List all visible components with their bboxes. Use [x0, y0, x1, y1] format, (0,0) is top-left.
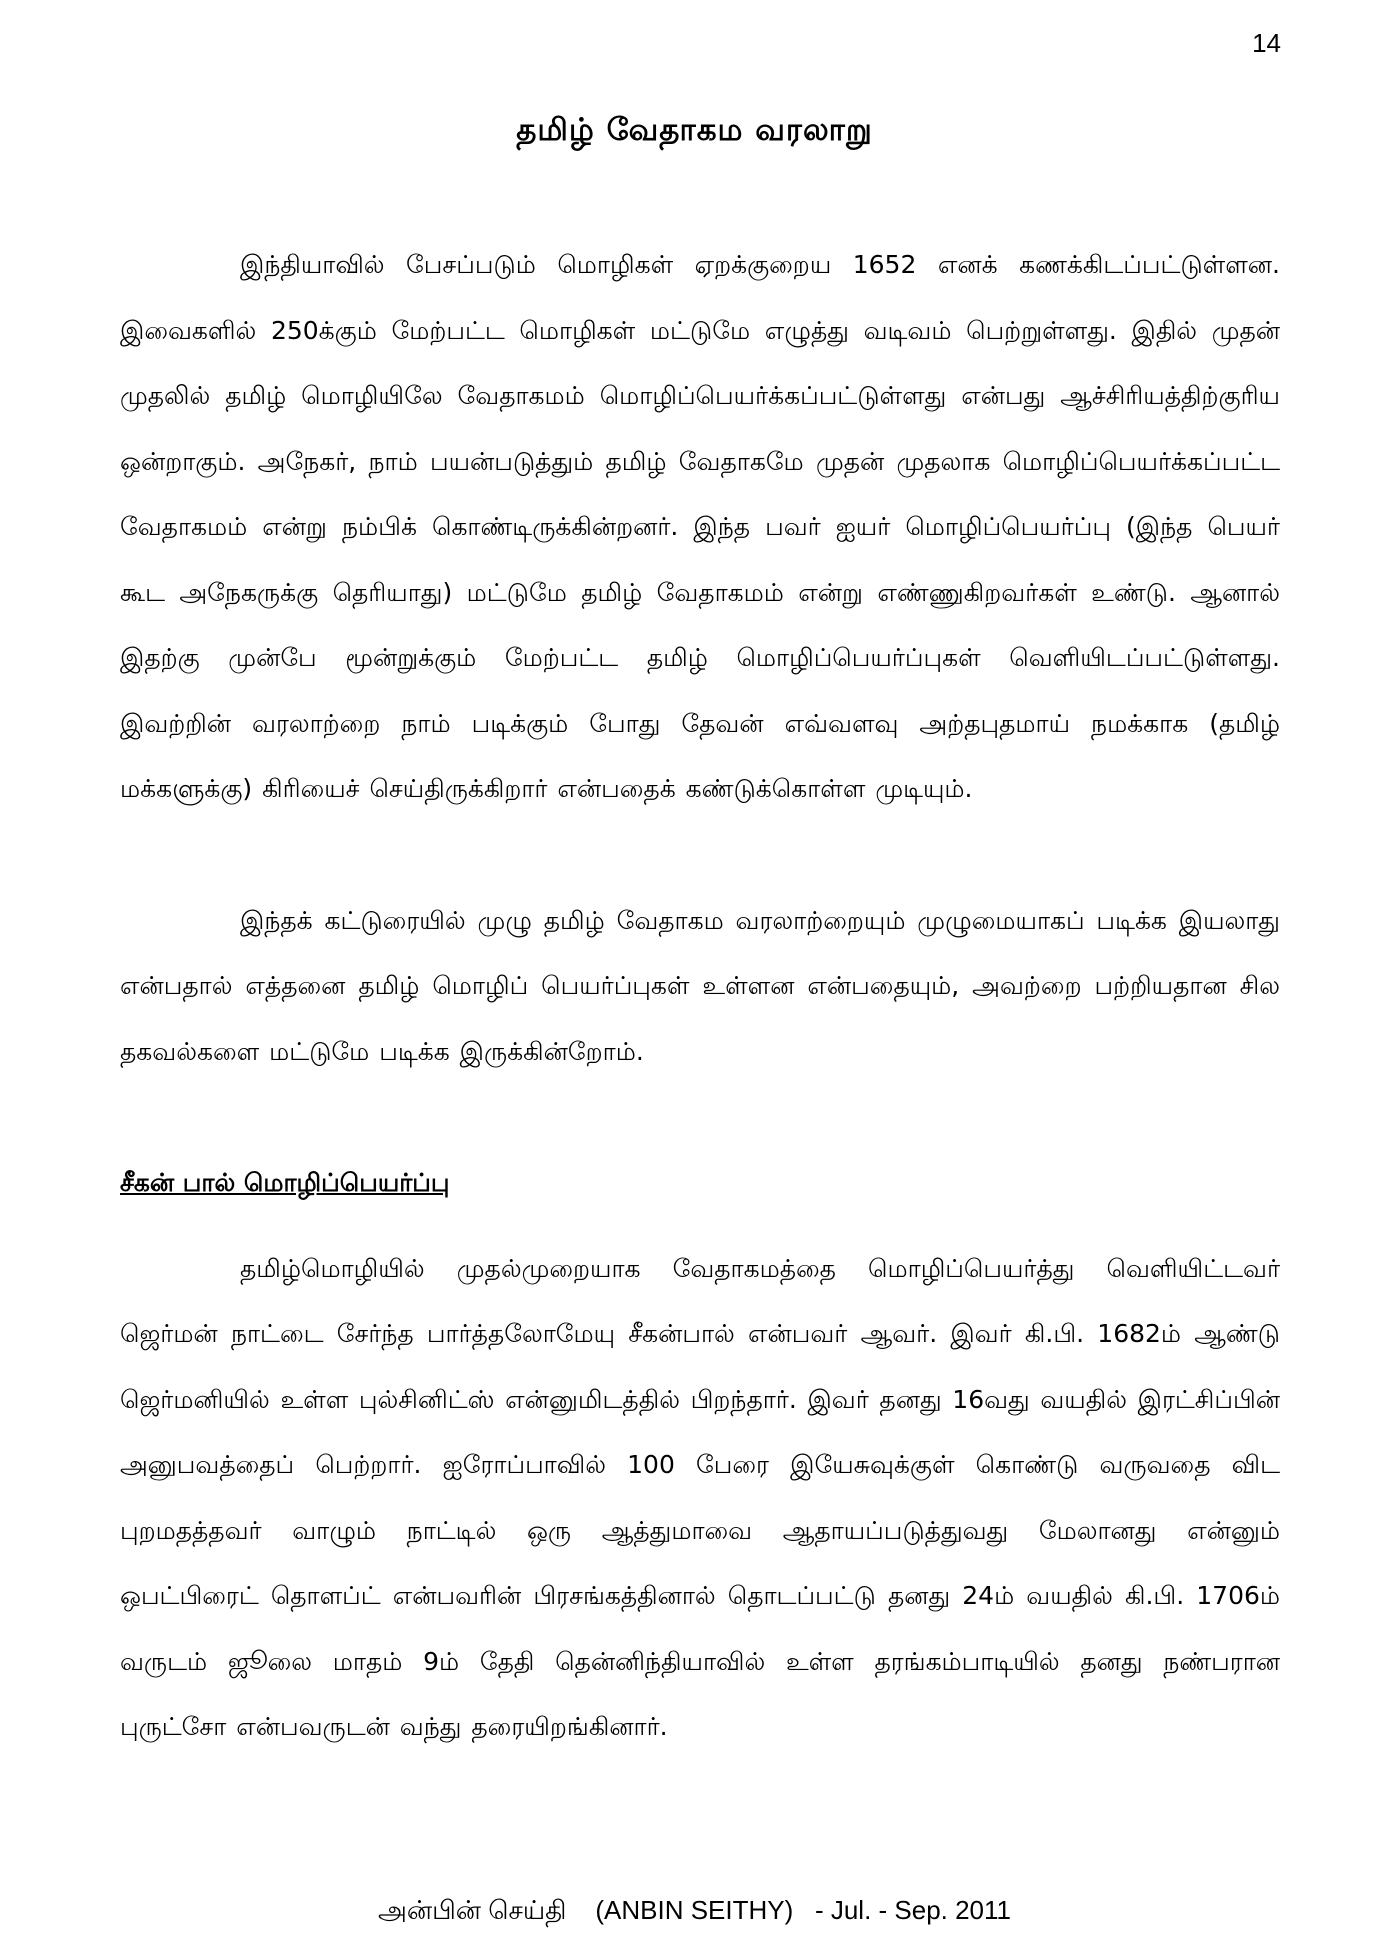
intro-paragraph: இந்தியாவில் பேசப்படும் மொழிகள் ஏறக்குறைய 1652 எனக் கணக்கிடப்பட்டுள்ளன. இவைகளில் 250க்கும் மேற்பட்ட மொழிகள் மட்டுமே எழுத்து வடிவம் பெற்றுள்ளது. இதில் முதன் முதலில் தமிழ் மொழியிலே வேதாகமம் மொழிப்பெயர்க்கப்பட்டுள்ளது என்பது ஆச்சிரியத்திற்குரிய ஒன்றாகும். அநேகர், நாம் பயன்படுத்தும் தமிழ் வேதாகமே முதன் முதலாக மொழிப்பெயர்க்கப்பட்ட வேதாகமம் என்று நம்பிக் கொண்டிருக்கின்றனர். இந்த பவர் ஐயர் மொழிப்பெயர்ப்பு (இந்த பெயர் கூட அநேகருக்கு தெரியாது) மட்டுமே தமிழ் வேதாகமம் என்று எண்ணுகிறவர்கள் உண்டு. ஆனால் இதற்கு முன்பே மூன்றுக்கும் மேற்பட்ட தமிழ் மொழிப்பெயர்ப்புகள் வெளியிடப்பட்டுள்ளது. இவற்றின் வரலாற்றை நாம் படிக்கும் போது தேவன் எவ்வளவு அற்தபுதமாய் நமக்காக (தமிழ் மக்களுக்கு) கிரியைச் செய்திருக்கிறார் என்பதைக் கண்டுக்கொள்ள முடியும். — [120, 250, 1280, 803]
paragraph-spacer — [120, 1084, 1280, 1150]
scope-paragraph: இந்தக் கட்டுரையில் முழு தமிழ் வேதாகம வரலாற்றையும் முழுமையாகப் படிக்க இயலாது என்பதால் எத்தனை தமிழ் மொழிப் பெயர்ப்புகள் உள்ளன என்பதையும், அவற்றை பற்றியதான சில தகவல்களை மட்டுமே படிக்க இருக்கின்றோம். — [120, 905, 1280, 1066]
page-footer: அன்பின் செய்தி (ANBIN SEITHY) - Jul. - Sep. 2011 — [377, 1895, 1012, 1925]
article-body — [120, 232, 1280, 1760]
section-paragraph: தமிழ்மொழியில் முதல்முறையாக வேதாகமத்தை மொழிப்பெயர்த்து வெளியிட்டவர் ஜெர்மன் நாட்டை சேர்ந்த பார்த்தலோமேயு சீகன்பால் என்பவர் ஆவர். இவர் கி.பி. 1682ம் ஆண்டு ஜெர்மனியில் உள்ள புல்சினிட்ஸ் என்னுமிடத்தில் பிறந்தார். இவர் தனது 16வது வயதில் இரட்சிப்பின் அனுபவத்தைப் பெற்றார். ஐரோப்பாவில் 100 பேரை இயேசுவுக்குள் கொண்டு வருவதை விட புறமதத்தவர் வாழும் நாட்டில் ஒரு ஆத்துமாவை ஆதாயப்படுத்துவது மேலானது என்னும் ஒபட்பிரைட் தொளப்ட் என்பவரின் பிரசங்கத்தினால் தொடப்பட்டு தனது 24ம் வயதில் கி.பி. 1706ம் வருடம் ஜூலை மாதம் 9ம் தேதி தென்னிந்தியாவில் உள்ள தரங்கம்பாடியில் தனது நண்பரான புருட்சோ என்பவருடன் வந்து தரையிறங்கினார். — [120, 1253, 1280, 1741]
page-number: 14 — [1252, 28, 1281, 58]
page-title: தமிழ் வேதாகம வரலாறு — [516, 112, 873, 148]
section-heading: சீகன் பால் மொழிப்பெயர்ப்பு — [120, 1168, 450, 1197]
paragraph-spacer — [120, 1216, 1280, 1236]
paragraph-spacer — [120, 822, 1280, 888]
